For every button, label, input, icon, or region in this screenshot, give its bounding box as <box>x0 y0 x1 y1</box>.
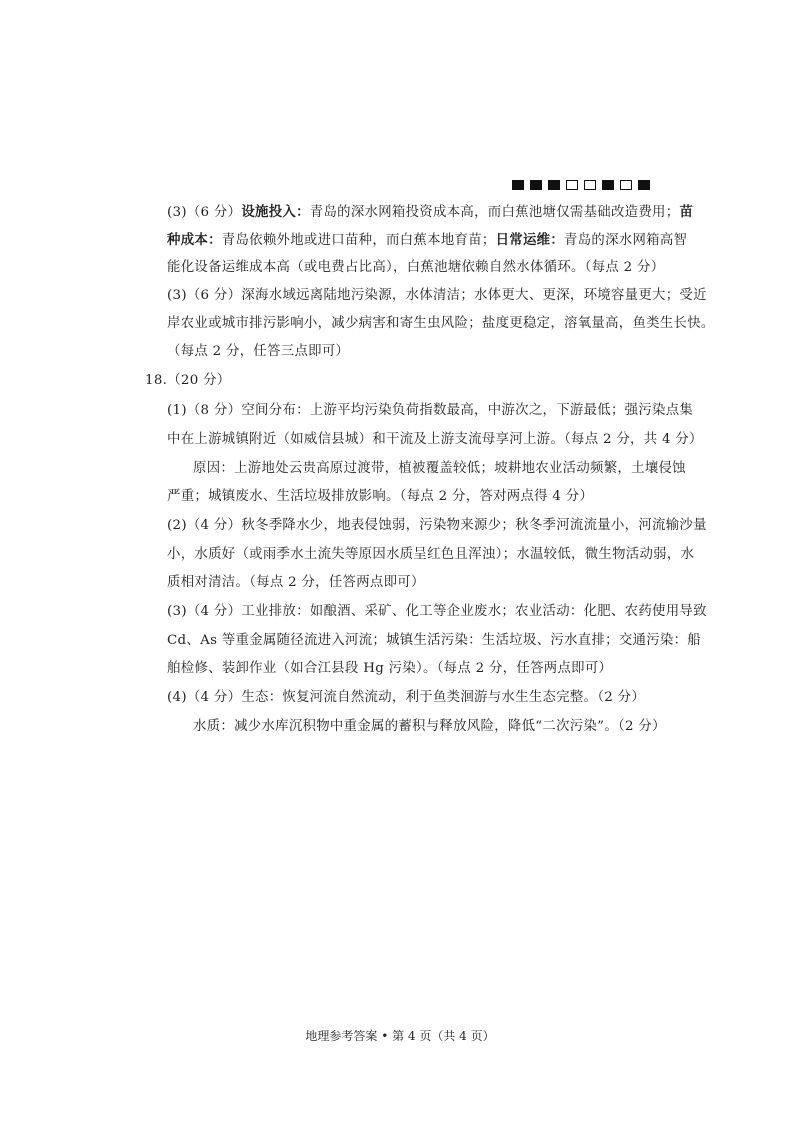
q18-p3-line1: (3)（4 分）工业排放：如酿酒、采矿、化工等企业废水；农业活动：化肥、农药使用导致 <box>167 604 707 619</box>
mark-block <box>638 180 650 190</box>
q17-p3b-line1: (3)（6 分）深海水域远离陆地污染源，水体清洁；水体更大、更深，环境容量更大；受近 <box>167 288 707 303</box>
mark-block <box>566 180 578 190</box>
q18-p1-line3: 原因：上游地处云贵高原过渡带，植被覆盖较低；坡耕地农业活动频繁，土壤侵蚀 <box>193 461 686 476</box>
q17-p3a-text: 青岛的深水网箱高智 <box>564 233 688 248</box>
q18-p4-line1: (4)（4 分）生态：恢复河流自然流动，利于鱼类洄游与水生生态完整。（2 分） <box>167 690 646 705</box>
mark-block <box>548 180 560 190</box>
q18-p2-line3: 质相对清洁。（每点 2 分，任答两点即可） <box>167 575 425 590</box>
q18-p1-line4: 严重；城镇废水、生活垃圾排放影响。（每点 2 分，答对两点得 4 分） <box>167 489 594 504</box>
mark-block <box>584 180 596 190</box>
q17-p3a-keyword-facility: 设施投入： <box>241 204 310 220</box>
q17-p3b-line3: （每点 2 分，任答三点即可） <box>167 344 350 359</box>
q18-p2-line1: (2)（4 分）秋冬季降水少，地表侵蚀弱，污染物来源少；秋冬季河流流量小，河流输沙量 <box>167 518 707 533</box>
q17-p3a-keyword-seed-cost: 种成本： <box>167 232 222 248</box>
q18-p1-line2: 中在上游城镇附近（如威信县城）和干流及上游支流母享河上游。（每点 2 分，共 4 分） <box>167 432 703 447</box>
q17-p3b-line2: 岸农业或城市排污影响小，减少病害和寄生虫风险；盐度更稳定，溶氧量高，鱼类生长快。 <box>167 316 715 331</box>
page-marks <box>512 180 650 190</box>
mark-block <box>512 180 524 190</box>
q17-p3a-line1 <box>167 203 693 222</box>
q18-p1-line1: (1)（8 分）空间分布：上游平均污染负荷指数最高，中游次之，下游最低；强污染点集 <box>167 403 694 418</box>
q17-p3a-number: (3)（6 分） <box>167 205 242 220</box>
q17-p3a-keyword-maintenance: 日常运维： <box>495 232 565 248</box>
page-footer: 地理参考答案 • 第 4 页（共 4 页） <box>305 1029 495 1043</box>
mark-block <box>620 180 632 190</box>
q18-header: 18.（20 分） <box>145 373 231 388</box>
q18-p3-line3: 舶检修、装卸作业（如合江县段 Hg 污染）。（每点 2 分，任答两点即可） <box>167 661 613 676</box>
q17-p3a-text: 青岛依赖外地或进口苗种，而白蕉本地育苗； <box>221 233 496 248</box>
q18-p3-line2: Cd、As 等重金属随径流进入河流；城镇生活污染：生活垃圾、污水直排；交通污染：船 <box>167 633 701 648</box>
q17-p3a-keyword-seed: 苗 <box>679 204 694 220</box>
mark-block <box>602 180 614 190</box>
q18-p4-line2: 水质：减少水库沉积物中重金属的蓄积与释放风险，降低“二次污染”。（2 分） <box>193 719 666 734</box>
mark-block <box>530 180 542 190</box>
q17-p3a-text: 青岛的深水网箱投资成本高，而白蕉池塘仅需基础改造费用； <box>309 205 680 220</box>
q18-p2-line2: 小，水质好（或雨季水土流失等原因水质呈红色且浑浊）；水温较低，微生物活动弱，水 <box>167 547 695 562</box>
q17-p3a-line3: 能化设备运维成本高（或电费占比高），白蕉池塘依赖自然水体循环。（每点 2 分） <box>167 260 665 275</box>
q17-p3a-line2 <box>167 231 687 250</box>
